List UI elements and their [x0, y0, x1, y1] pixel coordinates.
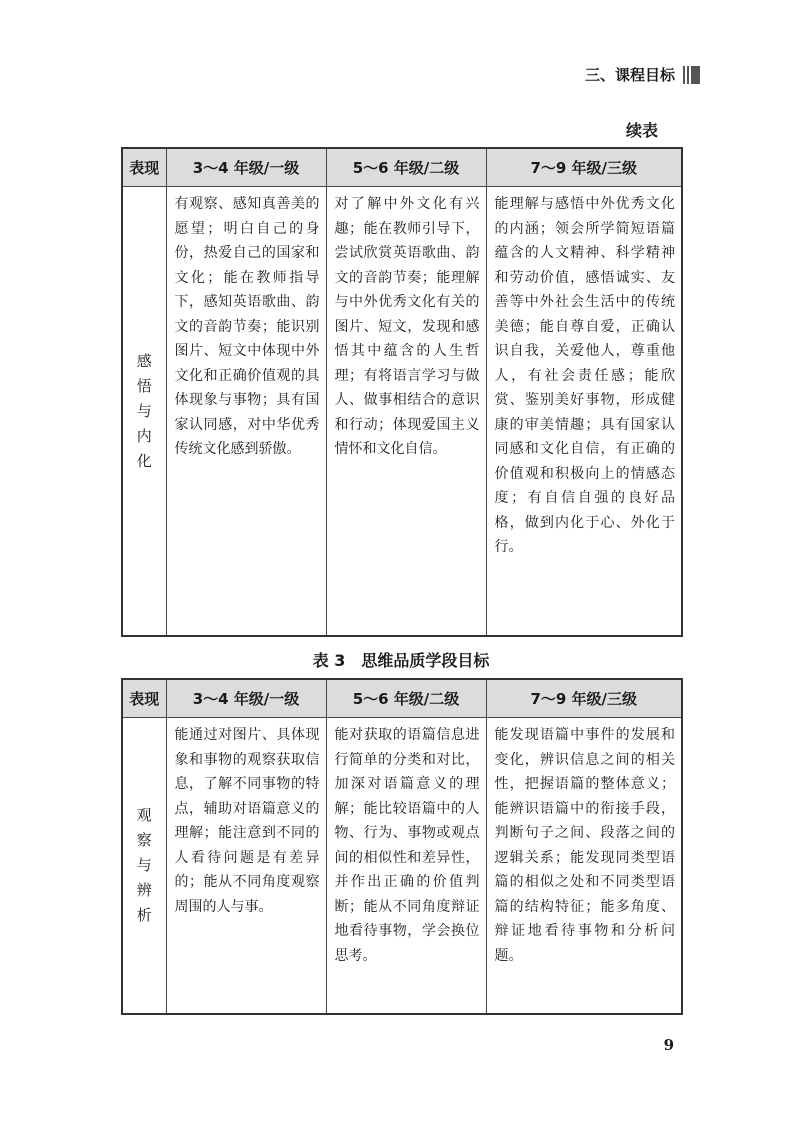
section-title: 三、课程目标 [584, 66, 675, 84]
table-row [122, 718, 682, 1015]
column-header: 3～4 年级/一级 [166, 148, 326, 187]
table-thinking-quality [121, 678, 683, 1015]
running-header [585, 64, 700, 85]
table-cell-level-2: 能对获取的语篇信息进行简单的分类和对比，加深对语篇意义的理解；能比较语篇中的人物、行为、事物或观点间的相似性和差异性，并作出正确的价值判断；能从不同角度辩证地看待事物，学会换位思考。 [326, 718, 486, 1015]
column-header: 表现 [122, 148, 166, 187]
page-number: 9 [663, 1036, 674, 1054]
column-header: 5～6 年级/二级 [326, 148, 486, 187]
column-header: 7～9 年级/三级 [486, 148, 682, 187]
row-label: 感 悟 与 内 化 [122, 187, 166, 637]
column-header: 表现 [122, 679, 166, 718]
table-row [122, 187, 682, 637]
column-header: 3～4 年级/一级 [166, 679, 326, 718]
column-header: 5～6 年级/二级 [326, 679, 486, 718]
table-cell-level-2: 对了解中外文化有兴趣；能在教师引导下，尝试欣赏英语歌曲、韵文的音韵节奏；能理解与中外优秀文化有关的图片、短文，发现和感悟其中蕴含的人生哲理；有将语言学习与做人、做事相结合的意识和行动；体现爱国主义情怀和文化自信。 [326, 187, 486, 637]
table-cell-level-1: 有观察、感知真善美的愿望；明白自己的身份，热爱自己的国家和文化；能在教师指导下，感知英语歌曲、韵文的音韵节奏；能识别图片、短文中体现中外文化和正确价值观的具体现象与事物；具有国家认同感，对中华优秀传统文化感到骄傲。 [166, 187, 326, 637]
table-caption: 表 3 思维品质学段目标 [312, 651, 490, 670]
row-label: 观 察 与 辨 析 [122, 718, 166, 1015]
table-cell-level-3: 能发现语篇中事件的发展和变化，辨识信息之间的相关性，把握语篇的整体意义；能辨识语篇中的衔接手段，判断句子之间、段落之间的逻辑关系；能发现同类型语篇的相似之处和不同类型语篇的结构特征；能多角度、辩证地看待事物和分析问题。 [486, 718, 682, 1015]
header-marker-bar [683, 66, 700, 84]
continued-label: 续表 [625, 121, 658, 140]
table-cell-level-3: 能理解与感悟中外优秀文化的内涵；领会所学简短语篇蕴含的人文精神、科学精神和劳动价值，感悟诚实、友善等中外社会生活中的传统美德；能自尊自爱，正确认识自我，关爱他人，尊重他人，有社会责任感；能欣赏、鉴别美好事物，形成健康的审美情趣；具有国家认同感和文化自信，有正确的价值观和积极向上的情感态度；有自信自强的良好品格，做到内化于心、外化于行。 [486, 187, 682, 637]
table-cell-level-1: 能通过对图片、具体现象和事物的观察获取信息，了解不同事物的特点，辅助对语篇意义的理解；能注意到不同的人看待问题是有差异的；能从不同角度观察周围的人与事。 [166, 718, 326, 1015]
column-header: 7～9 年级/三级 [486, 679, 682, 718]
table-continued [121, 147, 683, 637]
table-header-row [122, 148, 682, 187]
table-header-row [122, 679, 682, 718]
